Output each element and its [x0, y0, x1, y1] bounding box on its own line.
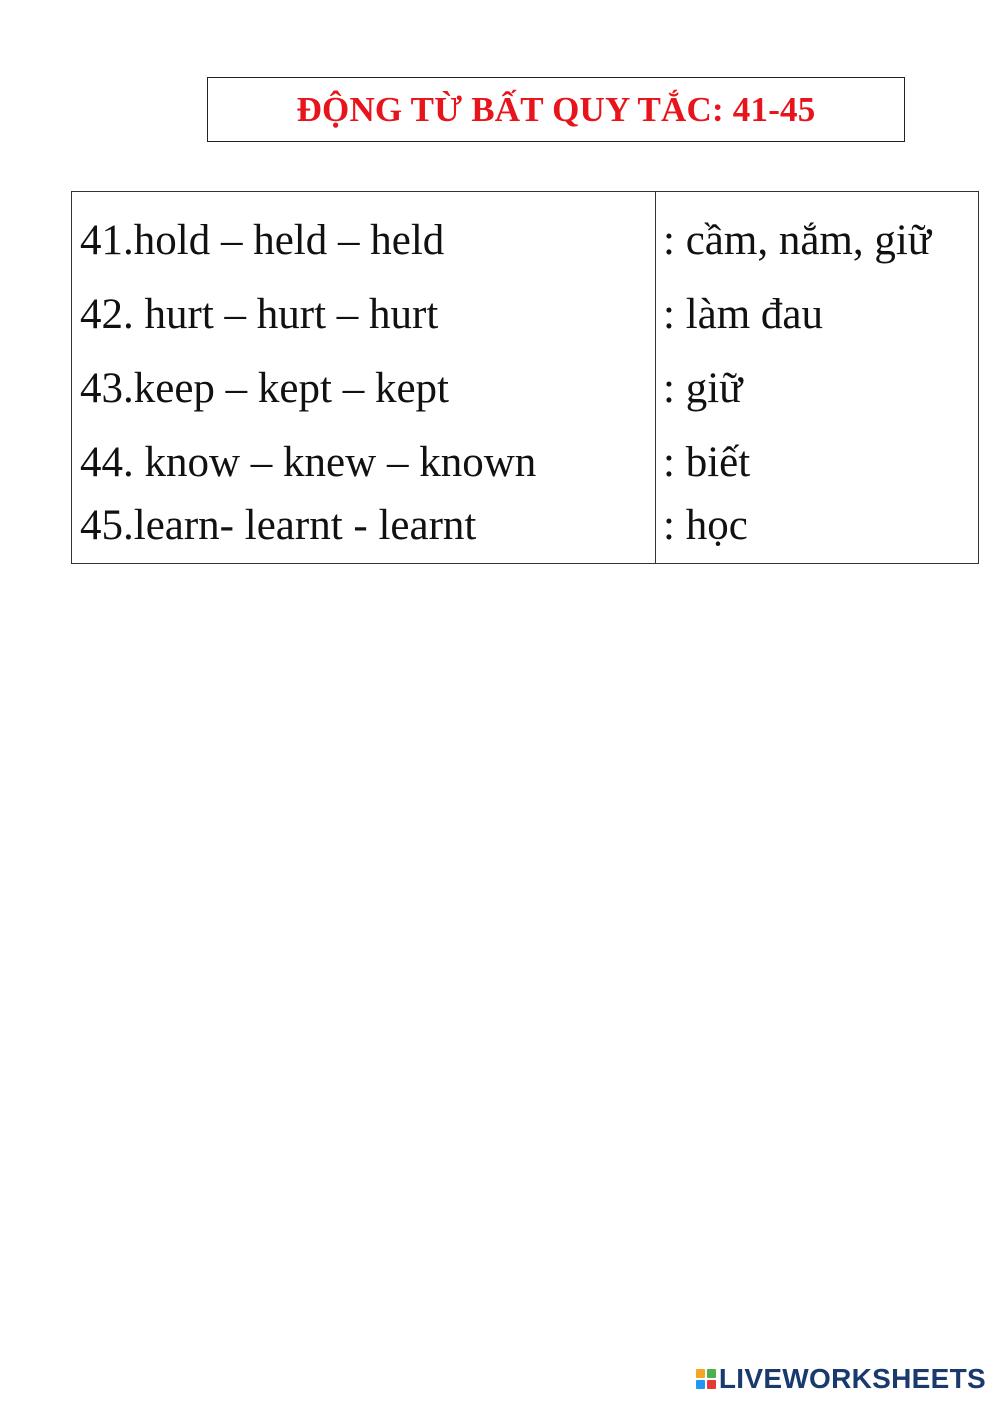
verb-meaning: : biết — [663, 439, 751, 486]
worksheet-title: ĐỘNG TỪ BẤT QUY TẮC: 41-45 — [296, 89, 816, 129]
logo-square — [707, 1369, 716, 1378]
table-row — [72, 278, 978, 352]
verb-meaning: : giữ — [663, 365, 743, 412]
table-row — [72, 204, 978, 278]
logo-square — [696, 1369, 705, 1378]
logo-text: LIVEWORKSHEETS — [718, 1363, 986, 1394]
title-box — [207, 77, 905, 142]
logo-square — [696, 1380, 705, 1389]
irregular-verb-table — [71, 191, 979, 564]
verb-forms: 45.learn- learnt - learnt — [80, 502, 477, 549]
verb-forms: 44. know – knew – known — [80, 439, 537, 486]
verb-meaning: : làm đau — [663, 291, 824, 338]
table-row — [72, 352, 978, 426]
verb-forms: 42. hurt – hurt – hurt — [80, 291, 439, 338]
liveworksheets-logo — [696, 1364, 986, 1394]
logo-square — [707, 1380, 716, 1389]
logo-squares-icon — [696, 1369, 716, 1389]
verb-meaning: : học — [663, 502, 748, 549]
verb-meaning: : cầm, nắm, giữ — [663, 217, 932, 264]
verb-forms: 43.keep – kept – kept — [80, 365, 449, 412]
verb-forms: 41.hold – held – held — [80, 217, 445, 264]
table-row — [72, 489, 978, 563]
